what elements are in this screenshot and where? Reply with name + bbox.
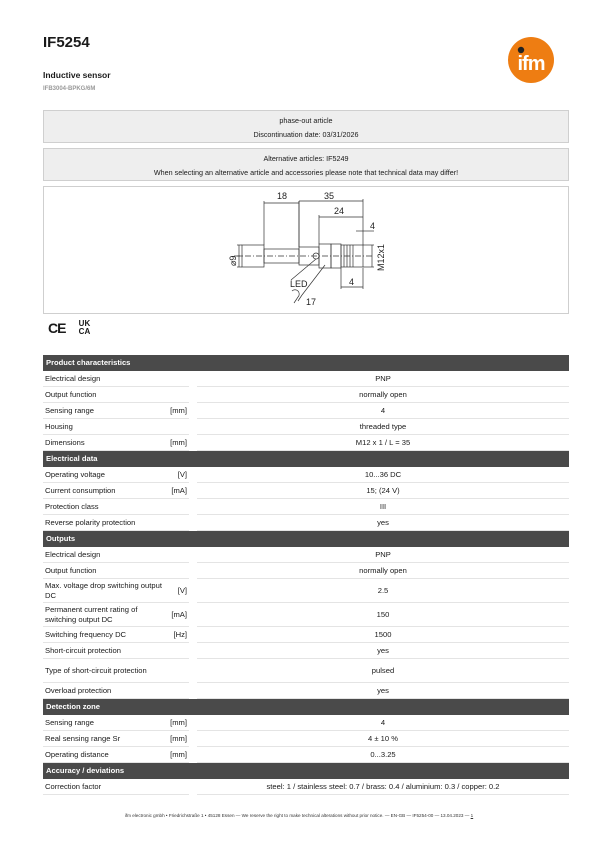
row-value: 4 ± 10 % (368, 734, 398, 743)
dim-4-top: 4 (370, 221, 376, 231)
row-gap (189, 627, 197, 643)
row-unit (165, 515, 189, 530)
row-unit (165, 643, 189, 658)
row-value: yes (377, 646, 389, 655)
table-row (43, 715, 569, 731)
row-gap (189, 467, 197, 483)
row-gap (189, 715, 197, 731)
ukca-mark (74, 320, 94, 336)
row-unit (165, 547, 189, 562)
product-title: IF5254 (43, 34, 90, 51)
page-footer (0, 813, 598, 818)
row-gap (189, 419, 197, 435)
dim-18: 18 (277, 191, 288, 201)
table-row (43, 435, 569, 451)
row-label: Real sensing range Sr (45, 733, 121, 743)
section-header: Product characteristics (43, 355, 569, 371)
row-label: Correction factor (45, 781, 102, 791)
article-code: IFB3004-BPKG/6M (43, 86, 96, 92)
dim-24: 24 (334, 206, 345, 216)
row-label: Current consumption (45, 485, 116, 495)
row-value: steel: 1 / stainless steel: 0.7 / brass: 0.4 / aluminium: 0.3 / copper: 0.2 (266, 782, 500, 791)
row-unit (165, 683, 189, 698)
row-label: Type of short-circuit protection (45, 665, 147, 675)
row-gap (189, 499, 197, 515)
row-value: threaded type (359, 422, 407, 431)
row-unit (165, 779, 189, 794)
row-value: 2.5 (377, 586, 389, 595)
table-row (43, 499, 569, 515)
table-row (43, 403, 569, 419)
discontinuation-date: Discontinuation date: 03/31/2026 (253, 130, 359, 139)
table-row (43, 563, 569, 579)
row-value: yes (377, 686, 389, 695)
table-row (43, 547, 569, 563)
row-value: yes (377, 518, 389, 527)
specification-table (43, 355, 569, 795)
dimension-drawing (43, 186, 569, 314)
dim-thread: M12x1 (376, 243, 386, 271)
row-unit: [Hz] (173, 630, 187, 639)
row-gap (189, 483, 197, 499)
row-label: Reverse polarity protection (45, 517, 136, 527)
row-unit: [mm] (170, 438, 187, 447)
table-row (43, 419, 569, 435)
footer-text: ifm electronic gmbh • Friedrichstraße 1 • 45128 Essen — We reserve the right to make technical alterations without prior notice. — EN-GB — IF5254-00 — 13.04.2023 — (124, 813, 470, 818)
row-gap (189, 371, 197, 387)
row-unit: [mm] (170, 718, 187, 727)
row-unit (165, 499, 189, 514)
row-unit (165, 387, 189, 402)
row-unit: [mA] (171, 610, 187, 619)
section-header: Electrical data (43, 451, 569, 467)
row-value: III (379, 502, 387, 511)
row-value: 4 (380, 718, 386, 727)
row-unit (165, 659, 189, 682)
row-label: Output function (45, 565, 97, 575)
row-gap (189, 603, 197, 627)
row-gap (189, 643, 197, 659)
table-row (43, 779, 569, 795)
row-unit (165, 371, 189, 386)
section-header: Outputs (43, 531, 569, 547)
product-subtitle: Inductive sensor (43, 70, 111, 80)
row-unit (165, 419, 189, 434)
section-header: Accuracy / deviations (43, 763, 569, 779)
row-gap (189, 387, 197, 403)
row-value: normally open (359, 390, 407, 399)
ukca-top: UK (78, 319, 91, 328)
dim-4-bottom: 4 (349, 277, 355, 287)
phase-out-notice (43, 110, 569, 143)
row-label: Protection class (45, 501, 99, 511)
row-value: 15; (24 V) (366, 486, 400, 495)
table-row (43, 579, 569, 603)
dim-17: 17 (306, 297, 317, 307)
row-gap (189, 515, 197, 531)
row-label: Max. voltage drop switching output DC (45, 580, 162, 600)
phase-out-label: phase-out article (279, 116, 333, 125)
row-value: PNP (375, 550, 391, 559)
row-unit (165, 563, 189, 578)
row-value: M12 x 1 / L = 35 (355, 438, 411, 447)
row-value: PNP (375, 374, 391, 383)
row-gap (189, 563, 197, 579)
section-header: Detection zone (43, 699, 569, 715)
ukca-bottom: CA (78, 327, 91, 336)
row-value: normally open (359, 566, 407, 575)
row-label: Overload protection (45, 685, 112, 695)
row-label: Operating voltage (45, 469, 105, 479)
svg-text:ifm: ifm (517, 53, 545, 75)
row-value: pulsed (371, 666, 395, 675)
dim-diameter: ⌀9 (228, 255, 238, 266)
ifm-logo (508, 37, 554, 83)
row-label: Switching frequency DC (45, 629, 127, 639)
row-gap (189, 683, 197, 699)
table-row (43, 643, 569, 659)
row-label: Short-circuit protection (45, 645, 121, 655)
row-label: Electrical design (45, 373, 101, 383)
table-row (43, 627, 569, 643)
table-row (43, 731, 569, 747)
table-row (43, 603, 569, 627)
row-value: 150 (376, 610, 390, 619)
row-unit: [V] (177, 586, 187, 595)
row-gap (189, 547, 197, 563)
row-unit: [mm] (170, 734, 187, 743)
row-unit: [mm] (170, 750, 187, 759)
row-gap (189, 747, 197, 763)
table-row (43, 467, 569, 483)
row-label: Dimensions (45, 437, 85, 447)
certification-marks (48, 318, 94, 338)
dim-35: 35 (324, 191, 335, 201)
table-row (43, 683, 569, 699)
row-gap (189, 659, 197, 683)
row-unit: [mm] (170, 406, 187, 415)
table-row (43, 387, 569, 403)
ce-mark: CE (48, 320, 66, 336)
table-row (43, 371, 569, 387)
table-row (43, 515, 569, 531)
row-unit: [mA] (171, 486, 187, 495)
row-label: Sensing range (45, 405, 94, 415)
row-gap (189, 403, 197, 419)
row-label: Housing (45, 421, 73, 431)
row-label: Operating distance (45, 749, 109, 759)
led-label: LED (290, 279, 308, 289)
table-row (43, 483, 569, 499)
row-gap (189, 731, 197, 747)
row-label: Electrical design (45, 549, 101, 559)
row-label: Permanent current rating of switching output DC (45, 604, 138, 624)
row-value: 1500 (374, 630, 392, 639)
table-row (43, 659, 569, 683)
table-row (43, 747, 569, 763)
row-label: Sensing range (45, 717, 94, 727)
row-gap (189, 579, 197, 603)
row-gap (189, 779, 197, 795)
alternative-articles: Alternative articles: IF5249 (263, 154, 349, 163)
row-unit: [V] (177, 470, 187, 479)
row-gap (189, 435, 197, 451)
row-value: 4 (380, 406, 386, 415)
alternative-notice (43, 148, 569, 181)
row-value: 0...3.25 (370, 750, 396, 759)
row-label: Output function (45, 389, 97, 399)
alternative-note: When selecting an alternative article and accessories please note that technical data may differ! (153, 168, 459, 177)
row-value: 10...36 DC (364, 470, 402, 479)
page-number: 1 (470, 813, 474, 818)
